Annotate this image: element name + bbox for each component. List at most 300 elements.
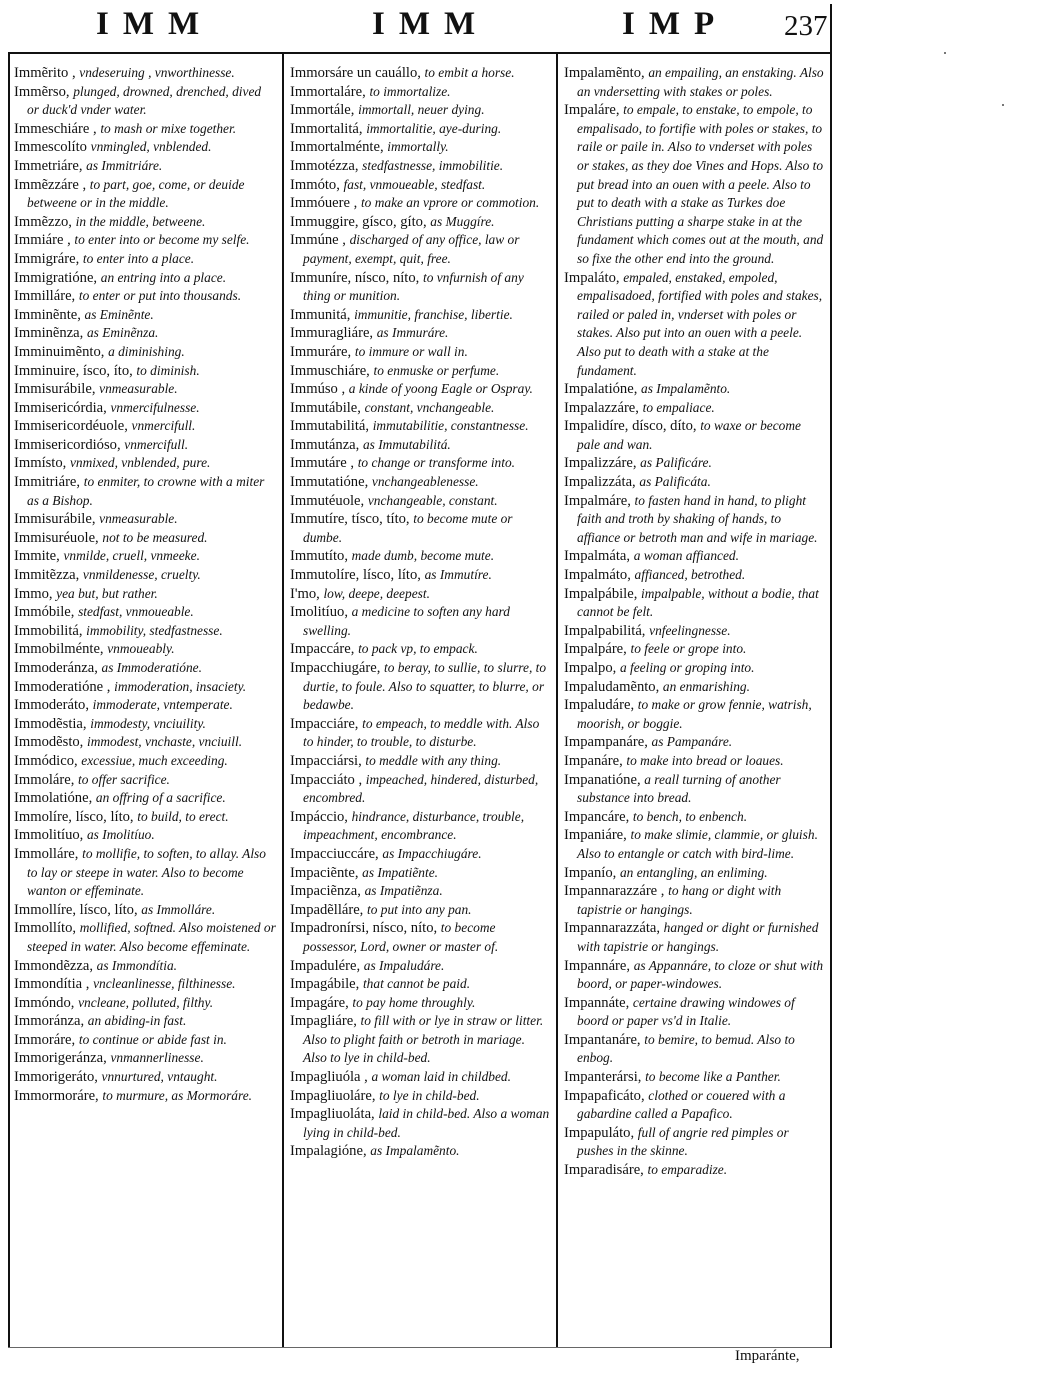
headword: Immilláre, bbox=[14, 288, 76, 305]
headword: Impacciáto , bbox=[290, 771, 363, 788]
headword: Immormoráre, bbox=[14, 1087, 99, 1104]
dictionary-entry bbox=[290, 101, 550, 120]
dictionary-entry bbox=[290, 659, 550, 715]
definition: to waxe or become pale and wan. bbox=[577, 418, 801, 452]
definition: to build, to erect. bbox=[137, 808, 229, 824]
column-right bbox=[564, 64, 826, 1180]
headword: Impalizzáre, bbox=[564, 455, 637, 472]
definition: clothed or couered with a gabardine called a Papafico. bbox=[577, 1087, 786, 1122]
definition: vnmeasurable. bbox=[99, 381, 178, 397]
dictionary-entry bbox=[14, 231, 276, 250]
dictionary-entry bbox=[290, 83, 550, 102]
definition: as Eminẽnza. bbox=[86, 325, 159, 341]
dictionary-entry bbox=[564, 1031, 826, 1068]
definition: as Immoderatióne. bbox=[101, 660, 202, 675]
dictionary-entry bbox=[564, 882, 826, 919]
headword: Immortaláre, bbox=[290, 83, 366, 100]
headword: Impapaficáto, bbox=[564, 1087, 645, 1104]
dictionary-entry bbox=[290, 957, 550, 976]
definition: to vnfurnish of any thing or munition. bbox=[303, 269, 524, 304]
dictionary-entry bbox=[290, 808, 550, 845]
dictionary-entry bbox=[564, 269, 826, 381]
definition: hindrance, disturbance, trouble, impeachment, encombrance. bbox=[303, 808, 525, 843]
headword: Immitriáre, bbox=[14, 474, 81, 491]
definition: as Palificáta. bbox=[639, 474, 711, 490]
headword: Impannáre, bbox=[564, 957, 631, 974]
dictionary-entry bbox=[14, 324, 276, 343]
dictionary-entry bbox=[14, 1068, 276, 1087]
dictionary-entry bbox=[564, 826, 826, 863]
dictionary-entry bbox=[290, 399, 550, 418]
headword: Immite, bbox=[14, 548, 60, 565]
dictionary-entry bbox=[290, 1087, 550, 1106]
definition: to beray, to sullie, to slurre, to durtie, to foule. Also to squatter, to blurre, or bedawbe. bbox=[303, 660, 547, 713]
definition: vnmildenesse, cruelty. bbox=[82, 567, 201, 583]
definition: vnmercifull. bbox=[124, 436, 189, 452]
definition: immodest, vnchaste, vnciuill. bbox=[86, 734, 243, 750]
definition: as Immolláre. bbox=[141, 901, 216, 917]
dictionary-entry bbox=[290, 566, 550, 585]
headword: Impacchiugáre, bbox=[290, 660, 381, 676]
column-divider-1 bbox=[282, 54, 284, 1348]
headword: Impanterársi, bbox=[564, 1069, 642, 1086]
definition: an enmarishing. bbox=[662, 678, 750, 694]
dictionary-entry bbox=[14, 994, 276, 1013]
headword: Imminuimẽnto, bbox=[14, 343, 105, 360]
dictionary-entry bbox=[14, 826, 276, 845]
definition: to enter or put into thousands. bbox=[78, 288, 242, 304]
dictionary-entry bbox=[564, 733, 826, 752]
definition: a diminishing. bbox=[108, 343, 185, 359]
headword: Impalidíre, dísco, díto, bbox=[564, 418, 697, 435]
headword: Immisericordéuole, bbox=[14, 418, 128, 435]
definition: not to be measured. bbox=[102, 529, 208, 545]
headword: Impalazzáre, bbox=[564, 399, 639, 416]
definition: impalpable, without a bodie, that cannot be felt. bbox=[577, 585, 819, 620]
scan-speck bbox=[1002, 104, 1004, 106]
headword: Immetriáre, bbox=[14, 157, 83, 174]
dictionary-entry bbox=[564, 864, 826, 883]
headword: Immigratióne, bbox=[14, 269, 98, 286]
definition: a kinde of yoong Eagle or Ospray. bbox=[348, 381, 533, 397]
headword: Impalpábile, bbox=[564, 585, 638, 602]
definition: vnnurtured, vntaught. bbox=[101, 1069, 218, 1085]
dictionary-entry bbox=[564, 473, 826, 492]
headword: Impalagióne, bbox=[290, 1143, 367, 1160]
dictionary-entry bbox=[564, 1161, 826, 1180]
dictionary-entry bbox=[564, 1124, 826, 1161]
headword: Immuragliáre, bbox=[290, 325, 374, 342]
dictionary-entry bbox=[290, 752, 550, 771]
dictionary-entry bbox=[14, 473, 276, 510]
headword: Immoderánza, bbox=[14, 660, 98, 676]
definition: as Pampanáre. bbox=[651, 734, 733, 750]
dictionary-entry bbox=[14, 845, 276, 901]
definition: an entangling, an enliming. bbox=[619, 864, 768, 880]
headword: Immuggire, gísco, gíto, bbox=[290, 213, 427, 230]
dictionary-entry bbox=[14, 640, 276, 659]
dictionary-entry bbox=[290, 436, 550, 455]
dictionary-entry bbox=[564, 380, 826, 399]
dictionary-entry bbox=[14, 678, 276, 697]
headword: Impagáre, bbox=[290, 994, 349, 1011]
definition: to make or grow fennie, watrish, moorish, or boggie. bbox=[577, 697, 812, 731]
definition: to bench, to enbench. bbox=[632, 808, 748, 824]
dictionary-entry bbox=[14, 789, 276, 808]
headword: Immortalménte, bbox=[290, 139, 384, 156]
dictionary-entry bbox=[564, 622, 826, 641]
headword: Immortalitá, bbox=[290, 120, 363, 137]
dictionary-entry bbox=[14, 1012, 276, 1031]
definition: to pack vp, to empack. bbox=[358, 641, 478, 657]
headword: Immolláre, bbox=[14, 845, 79, 862]
definition: vncleanlinesse, filthinesse. bbox=[93, 976, 236, 992]
definition: made dumb, become mute. bbox=[351, 548, 495, 564]
definition: to make slimie, clammie, or gluish. Also to entangle or catch with bird-lime. bbox=[577, 827, 818, 861]
definition: to empale, to enstake, to empole, to empalisado, to fortifie with poles or stakes, to raile or paile in. Also to vnderset with poles or stakes, as they doe Vines and Hops. Also to put bread into an ouen with a peele. Also to put to death with a stake as Turkes doe Christians putting a sharpe stake in at the fundament which comes out at the mouth, and so fixe the other end into the ground. bbox=[577, 102, 824, 266]
dictionary-entry bbox=[14, 919, 276, 956]
headword: Impagliuóla , bbox=[290, 1069, 368, 1086]
definition: a woman affianced. bbox=[633, 548, 739, 564]
headword: Immẽrso, bbox=[14, 83, 70, 100]
definition: immodesty, vnciuility. bbox=[90, 715, 206, 731]
definition: vnmixed, vnblended, pure. bbox=[69, 455, 211, 471]
headword: Immuníre, nísco, níto, bbox=[290, 269, 420, 286]
page-number: 237 bbox=[784, 10, 828, 42]
dictionary-entry bbox=[290, 120, 550, 139]
definition: a reall turning of another substance into bread. bbox=[577, 771, 781, 806]
headword: Immóto, bbox=[290, 176, 340, 193]
dictionary-entry bbox=[290, 473, 550, 492]
definition: vnmingled, vnblended. bbox=[90, 139, 212, 155]
column-divider-2 bbox=[556, 54, 558, 1348]
dictionary-entry bbox=[14, 436, 276, 455]
right-border-rule bbox=[830, 4, 832, 1348]
headword: Immortále, bbox=[290, 102, 355, 119]
headword: Impaciẽnte, bbox=[290, 864, 359, 881]
dictionary-entry bbox=[14, 138, 276, 157]
definition: to enmiter, to crowne with a miter as a Bishop. bbox=[27, 474, 265, 508]
headword: Immobilménte, bbox=[14, 641, 104, 658]
headword: Immutéuole, bbox=[290, 492, 365, 509]
headword: Impaciẽnza, bbox=[290, 883, 361, 900]
headword: Immondẽzza, bbox=[14, 957, 94, 974]
headword: Immutabilitá, bbox=[290, 418, 370, 435]
definition: to mash or mixe together. bbox=[100, 120, 237, 136]
headword: Immẽrito , bbox=[14, 65, 76, 81]
definition: to enter into or become my selfe. bbox=[74, 232, 250, 248]
headword: Impalpáre, bbox=[564, 641, 627, 658]
definition: excessiue, much exceeding. bbox=[81, 752, 228, 768]
definition: that cannot be paid. bbox=[362, 976, 471, 992]
dictionary-entry bbox=[564, 1087, 826, 1124]
headword: Impaláre, bbox=[564, 102, 620, 119]
dictionary-entry bbox=[14, 771, 276, 790]
definition: vncleane, polluted, filthy. bbox=[78, 994, 214, 1010]
definition: immortall, neuer dying. bbox=[358, 102, 485, 118]
headword: Impalatióne, bbox=[564, 381, 638, 398]
headword: Immorigeráto, bbox=[14, 1069, 98, 1086]
dictionary-entry bbox=[564, 417, 826, 454]
headword: Immutíto, bbox=[290, 548, 348, 565]
headword: Immúso , bbox=[290, 381, 346, 398]
dictionary-entry bbox=[14, 399, 276, 418]
definition: an entring into a place. bbox=[100, 269, 227, 285]
definition: vnmercifull. bbox=[131, 418, 196, 434]
definition: to fasten hand in hand, to plight faith and troth by shaking of hands, to affiance or betroth man and wife in mariage. bbox=[577, 492, 818, 545]
dictionary-entry bbox=[564, 1068, 826, 1087]
definition: to become possessor, Lord, owner or master of. bbox=[303, 920, 499, 954]
dictionary-entry bbox=[290, 324, 550, 343]
dictionary-entry bbox=[14, 213, 276, 232]
definition: low, deepe, deepest. bbox=[323, 585, 430, 601]
dictionary-entry bbox=[14, 120, 276, 139]
definition: immobility, stedfastnesse. bbox=[86, 622, 223, 638]
definition: to make into bread or loaues. bbox=[626, 752, 784, 768]
dictionary-entry bbox=[14, 696, 276, 715]
dictionary-entry bbox=[14, 808, 276, 827]
headword: Immolatióne, bbox=[14, 790, 93, 807]
headword: Impalamẽnto, bbox=[564, 65, 645, 81]
definition: to feele or grope into. bbox=[630, 641, 747, 657]
headword: Immollíre, lísco, líto, bbox=[14, 901, 138, 918]
headword: Immoráre, bbox=[14, 1031, 76, 1048]
headword: Immo, bbox=[14, 585, 53, 602]
headword: Impaludáre, bbox=[564, 697, 635, 714]
dictionary-entry bbox=[14, 901, 276, 920]
dictionary-entry bbox=[290, 492, 550, 511]
definition: as Imolitíuo. bbox=[86, 827, 155, 843]
dictionary-entry bbox=[14, 585, 276, 604]
headword: Impaccáre, bbox=[290, 641, 355, 658]
headword: Impadulére, bbox=[290, 957, 361, 974]
definition: a medicine to soften any hard swelling. bbox=[303, 604, 510, 638]
definition: to murmure, as Mormoráre. bbox=[102, 1087, 253, 1103]
definition: constant, vnchangeable. bbox=[364, 399, 495, 415]
dictionary-entry bbox=[290, 362, 550, 381]
headword: Impáccio, bbox=[290, 808, 348, 825]
dictionary-entry bbox=[14, 659, 276, 678]
dictionary-entry bbox=[290, 231, 550, 268]
definition: immoderate, vntemperate. bbox=[92, 697, 233, 713]
definition: to part, goe, come, or deuide betweene or in the middle. bbox=[27, 176, 245, 211]
definition: to empaliace. bbox=[642, 399, 715, 415]
headword: Impancáre, bbox=[564, 808, 630, 825]
dictionary-entry bbox=[564, 585, 826, 622]
headword: Immobilitá, bbox=[14, 622, 83, 639]
dictionary-entry bbox=[564, 64, 826, 101]
definition: a feeling or groping into. bbox=[619, 660, 755, 675]
dictionary-entry bbox=[290, 882, 550, 901]
headword: Impalmáto, bbox=[564, 567, 631, 584]
headword: Immisuréuole, bbox=[14, 529, 99, 546]
definition: full of angrie red pimples or pushes in the skinne. bbox=[577, 1124, 789, 1159]
scan-speck bbox=[944, 52, 946, 54]
headword: Immutatióne, bbox=[290, 474, 369, 491]
headword: Immutíre, tísco, títo, bbox=[290, 511, 410, 528]
dictionary-entry bbox=[14, 250, 276, 269]
dictionary-entry bbox=[564, 696, 826, 733]
headword: Impalpabilitá, bbox=[564, 622, 646, 639]
headword: Immisericordióso, bbox=[14, 436, 121, 453]
definition: to offer sacrifice. bbox=[78, 771, 170, 787]
headword: Impalizzáta, bbox=[564, 474, 636, 491]
headword: Impanáre, bbox=[564, 752, 623, 769]
headword: Immódico, bbox=[14, 752, 78, 769]
dictionary-entry bbox=[14, 975, 276, 994]
dictionary-entry bbox=[564, 957, 826, 994]
dictionary-entry bbox=[290, 510, 550, 547]
headword: Immunitá, bbox=[290, 306, 351, 323]
definition: immortally. bbox=[387, 139, 449, 155]
headword: Impagliuoláta, bbox=[290, 1106, 375, 1123]
dictionary-entry bbox=[14, 510, 276, 529]
headword: Immoránza, bbox=[14, 1013, 85, 1030]
headword: Impagliáre, bbox=[290, 1013, 357, 1030]
headword: Impapuláto, bbox=[564, 1124, 635, 1141]
headword: Immisurábile, bbox=[14, 511, 96, 528]
dictionary-entry bbox=[564, 101, 826, 268]
headword: Immutáre , bbox=[290, 455, 355, 472]
definition: empaled, enstaked, empoled, empalisadoed, fortified with poles and stakes, railed or paled in, vnderset with poles or stakes. Also put into an ouen with a peele. Also put to death with a stake at the fundament. bbox=[577, 269, 823, 378]
headword: Impagliuoláre, bbox=[290, 1087, 376, 1104]
headword: Imminẽnte, bbox=[14, 306, 81, 323]
definition: vnmeasurable. bbox=[99, 511, 178, 527]
definition: to empeach, to meddle with. Also to hinder, to trouble, to disturbe. bbox=[303, 715, 540, 750]
dictionary-entry bbox=[564, 492, 826, 548]
headword: Immescolíto bbox=[14, 139, 87, 156]
dictionary-entry bbox=[14, 269, 276, 288]
headword: Immutábile, bbox=[290, 399, 361, 416]
headword: Impalmáre, bbox=[564, 492, 631, 509]
definition: to pay home throughly. bbox=[352, 994, 476, 1010]
dictionary-entry bbox=[290, 138, 550, 157]
definition: as Palificáre. bbox=[640, 455, 712, 471]
headword: Immigráre, bbox=[14, 250, 80, 267]
dictionary-entry bbox=[14, 547, 276, 566]
definition: as Appannáre, to cloze or shut with boord, or paper-windowes. bbox=[577, 957, 824, 992]
headword: Immodẽstia, bbox=[14, 715, 87, 732]
headword: Immóbile, bbox=[14, 604, 75, 621]
headword: Immitẽzza, bbox=[14, 567, 80, 584]
dictionary-entry bbox=[290, 1142, 550, 1161]
dictionary-entry bbox=[14, 64, 276, 83]
dictionary-entry bbox=[290, 901, 550, 920]
definition: yea but, but rather. bbox=[56, 585, 158, 601]
dictionary-entry bbox=[14, 957, 276, 976]
definition: to fill with or lye in straw or litter. Also to plight faith or betroth in mariage. Also to lye in child-bed. bbox=[303, 1013, 544, 1066]
headword: I'mo, bbox=[290, 585, 320, 602]
dictionary-entry bbox=[14, 603, 276, 622]
dictionary-entry bbox=[564, 994, 826, 1031]
definition: to become like a Panther. bbox=[645, 1069, 781, 1085]
dictionary-entry bbox=[290, 380, 550, 399]
dictionary-entry bbox=[564, 808, 826, 827]
definition: vnchangeable, constant. bbox=[367, 492, 498, 508]
definition: as Impacchiugáre. bbox=[382, 845, 482, 861]
headword: Impanío, bbox=[564, 864, 617, 881]
dictionary-entry bbox=[290, 306, 550, 325]
definition: to embit a horse. bbox=[424, 65, 515, 80]
definition: stedfast, vnmoueable. bbox=[78, 604, 194, 620]
headword: Immiáre , bbox=[14, 232, 71, 249]
dictionary-entry bbox=[290, 919, 550, 956]
definition: vnfeelingnesse. bbox=[649, 622, 731, 638]
dictionary-entry bbox=[14, 306, 276, 325]
headword: Impacciársi, bbox=[290, 752, 362, 769]
dictionary-entry bbox=[564, 919, 826, 956]
dictionary-entry bbox=[14, 417, 276, 436]
definition: laid in child-bed. Also a woman lying in child-bed. bbox=[303, 1106, 550, 1140]
headword: Impalpo, bbox=[564, 660, 617, 676]
running-head-center: IMM bbox=[372, 6, 490, 42]
headword: Impadẽlláre, bbox=[290, 901, 364, 918]
definition: to enmuske or perfume. bbox=[373, 362, 500, 378]
definition: affianced, betrothed. bbox=[634, 567, 746, 583]
definition: hanged or dight or furnished with tapistrie or hangings. bbox=[577, 920, 819, 954]
dictionary-entry bbox=[290, 1012, 550, 1068]
headword: Impaláto, bbox=[564, 269, 620, 286]
dictionary-entry bbox=[290, 715, 550, 752]
headword: Immuráre, bbox=[290, 343, 352, 360]
headword: Impannarazzáre , bbox=[564, 883, 665, 900]
dictionary-entry bbox=[14, 1031, 276, 1050]
dictionary-entry bbox=[290, 417, 550, 436]
headword: Impadronírsi, nísco, níto, bbox=[290, 920, 438, 937]
dictionary-entry bbox=[564, 566, 826, 585]
dictionary-entry bbox=[14, 157, 276, 176]
definition: vnmoueably. bbox=[107, 641, 175, 657]
definition: stedfastnesse, immobilitie. bbox=[362, 157, 504, 173]
running-head-right: IMP bbox=[622, 6, 729, 42]
definition: to put into any pan. bbox=[367, 901, 472, 917]
headword: Impanatióne, bbox=[564, 771, 641, 788]
definition: as Impatiẽnte. bbox=[362, 864, 439, 880]
headword: Immondítia , bbox=[14, 976, 90, 993]
dictionary-entry bbox=[290, 547, 550, 566]
dictionary-entry bbox=[290, 864, 550, 883]
dictionary-entry bbox=[564, 547, 826, 566]
headword: Immoderáto, bbox=[14, 697, 89, 714]
definition: vnchangeablenesse. bbox=[371, 474, 479, 490]
column-middle bbox=[290, 64, 550, 1161]
definition: immunitie, franchise, libertie. bbox=[354, 306, 513, 322]
header-rule bbox=[8, 52, 830, 54]
headword: Immúne , bbox=[290, 232, 346, 249]
dictionary-entry bbox=[564, 771, 826, 808]
definition: as Impalamẽnto. bbox=[370, 1143, 460, 1159]
headword: Immorsáre un cauállo, bbox=[290, 65, 421, 81]
definition: as Impatiẽnza. bbox=[364, 883, 443, 899]
headword: Impaludamẽnto, bbox=[564, 678, 660, 695]
definition: to become mute or dumbe. bbox=[303, 511, 513, 545]
dictionary-entry bbox=[290, 640, 550, 659]
headword: Impantanáre, bbox=[564, 1031, 641, 1048]
headword: Impannarazzáta, bbox=[564, 920, 661, 937]
definition: an abiding-in fast. bbox=[87, 1013, 187, 1029]
definition: immutabilitie, constantnesse. bbox=[372, 418, 529, 434]
dictionary-entry bbox=[290, 64, 550, 83]
left-border-rule bbox=[8, 52, 10, 1348]
dictionary-entry bbox=[290, 176, 550, 195]
headword: Immoderatióne , bbox=[14, 678, 111, 695]
definition: vnmercifulnesse. bbox=[110, 399, 200, 415]
definition: as Impaludáre. bbox=[363, 957, 445, 973]
headword: Immeschiáre , bbox=[14, 120, 97, 137]
definition: an offring of a sacrifice. bbox=[95, 790, 226, 806]
headword: Immisericórdia, bbox=[14, 399, 107, 416]
headword: Immóuere , bbox=[290, 195, 358, 212]
